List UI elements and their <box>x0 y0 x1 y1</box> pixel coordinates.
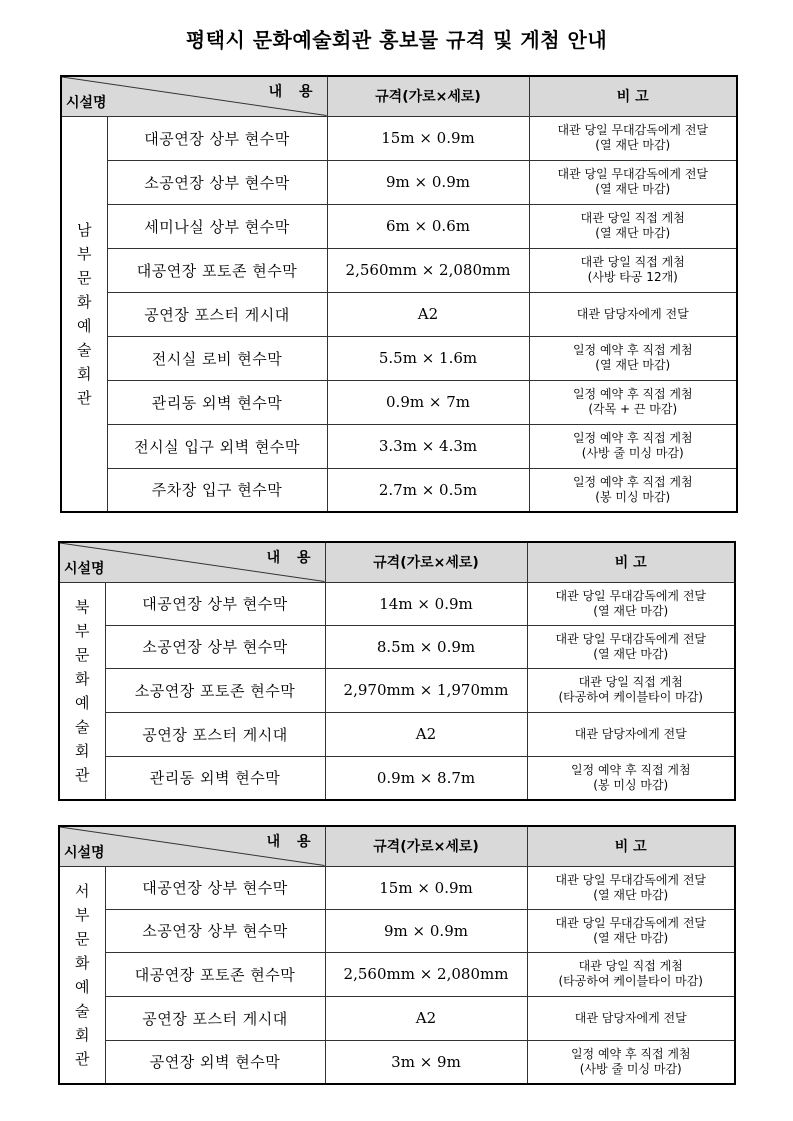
size-cell: 9m × 0.9m <box>327 160 529 204</box>
header-content-label: 내 용 <box>268 84 319 100</box>
size-cell: 3m × 9m <box>325 1040 527 1084</box>
size-cell: 14m × 0.9m <box>325 582 527 625</box>
item-cell: 세미나실 상부 현수막 <box>107 204 327 248</box>
size-cell: 9m × 0.9m <box>325 909 527 952</box>
page-title: 평택시 문화예술회관 홍보물 규격 및 게첨 안내 <box>185 28 608 52</box>
header-content-label: 내 용 <box>266 834 317 850</box>
header-note: 비 고 <box>527 826 735 866</box>
item-cell: 소공연장 상부 현수막 <box>107 160 327 204</box>
item-cell: 관리동 외벽 현수막 <box>107 380 327 424</box>
size-cell: 15m × 0.9m <box>327 116 529 160</box>
item-cell: 공연장 포스터 게시대 <box>105 996 325 1040</box>
header-spec: 규격(가로×세로) <box>325 826 527 866</box>
size-cell: 15m × 0.9m <box>325 866 527 909</box>
item-cell: 대공연장 포토존 현수막 <box>105 952 325 996</box>
item-cell: 대공연장 상부 현수막 <box>105 582 325 625</box>
note-cell: 대관 당일 직접 게첨 (타공하여 케이블타이 마감) <box>527 668 735 712</box>
item-cell: 전시실 입구 외벽 현수막 <box>107 424 327 468</box>
note-cell: 대관 당일 무대감독에게 전달 (열 재단 마감) <box>527 866 735 909</box>
west-arts-center-table <box>58 825 736 1085</box>
header-diagonal-cell <box>59 542 325 582</box>
size-cell: 0.9m × 8.7m <box>325 756 527 800</box>
item-cell: 소공연장 포토존 현수막 <box>105 668 325 712</box>
header-facility-label: 시설명 <box>64 560 105 577</box>
item-cell: 대공연장 포토존 현수막 <box>107 248 327 292</box>
note-cell: 일정 예약 후 직접 게첨 (각목 + 끈 마감) <box>529 380 737 424</box>
item-cell: 전시실 로비 현수막 <box>107 336 327 380</box>
size-cell: 8.5m × 0.9m <box>325 625 527 668</box>
header-note: 비 고 <box>529 76 737 116</box>
size-cell: 3.3m × 4.3m <box>327 424 529 468</box>
item-cell: 주차장 입구 현수막 <box>107 468 327 512</box>
header-facility-label: 시설명 <box>66 94 107 111</box>
size-cell: 5.5m × 1.6m <box>327 336 529 380</box>
size-cell: A2 <box>325 712 527 756</box>
item-cell: 소공연장 상부 현수막 <box>105 909 325 952</box>
size-cell: 2,560mm × 2,080mm <box>325 952 527 996</box>
note-cell: 대관 당일 무대감독에게 전달 (열 재단 마감) <box>529 160 737 204</box>
note-cell: 대관 당일 직접 게첨 (타공하여 케이블타이 마감) <box>527 952 735 996</box>
item-cell: 공연장 포스터 게시대 <box>105 712 325 756</box>
note-cell: 대관 담당자에게 전달 <box>529 292 737 336</box>
note-cell: 대관 당일 무대감독에게 전달 (열 재단 마감) <box>527 909 735 952</box>
note-cell: 일정 예약 후 직접 게첨 (봉 미싱 마감) <box>529 468 737 512</box>
header-note: 비 고 <box>527 542 735 582</box>
size-cell: 2.7m × 0.5m <box>327 468 529 512</box>
size-cell: 6m × 0.6m <box>327 204 529 248</box>
note-cell: 대관 당일 직접 게첨 (열 재단 마감) <box>529 204 737 248</box>
header-diagonal-cell <box>61 76 327 116</box>
item-cell: 대공연장 상부 현수막 <box>107 116 327 160</box>
note-cell: 대관 당일 무대감독에게 전달 (열 재단 마감) <box>527 625 735 668</box>
size-cell: A2 <box>325 996 527 1040</box>
item-cell: 관리동 외벽 현수막 <box>105 756 325 800</box>
item-cell: 대공연장 상부 현수막 <box>105 866 325 909</box>
note-cell: 대관 당일 직접 게첨 (사방 타공 12개) <box>529 248 737 292</box>
item-cell: 소공연장 상부 현수막 <box>105 625 325 668</box>
size-cell: 2,970mm × 1,970mm <box>325 668 527 712</box>
header-content-label: 내 용 <box>266 550 317 566</box>
size-cell: A2 <box>327 292 529 336</box>
note-cell: 일정 예약 후 직접 게첨 (봉 미싱 마감) <box>527 756 735 800</box>
header-facility-label: 시설명 <box>64 844 105 861</box>
item-cell: 공연장 포스터 게시대 <box>107 292 327 336</box>
facility-name: 남 부 문 화 예 술 회 관 <box>61 116 107 512</box>
note-cell: 대관 당일 무대감독에게 전달 (열 재단 마감) <box>529 116 737 160</box>
header-spec: 규격(가로×세로) <box>325 542 527 582</box>
note-cell: 대관 담당자에게 전달 <box>527 712 735 756</box>
size-cell: 0.9m × 7m <box>327 380 529 424</box>
item-cell: 공연장 외벽 현수막 <box>105 1040 325 1084</box>
note-cell: 대관 담당자에게 전달 <box>527 996 735 1040</box>
note-cell: 일정 예약 후 직접 게첨 (사방 줄 미싱 마감) <box>527 1040 735 1084</box>
note-cell: 대관 당일 무대감독에게 전달 (열 재단 마감) <box>527 582 735 625</box>
facility-name: 서 부 문 화 예 술 회 관 <box>59 866 105 1084</box>
north-arts-center-table <box>58 541 736 801</box>
note-cell: 일정 예약 후 직접 게첨 (열 재단 마감) <box>529 336 737 380</box>
header-spec: 규격(가로×세로) <box>327 76 529 116</box>
facility-name: 북 부 문 화 예 술 회 관 <box>59 582 105 800</box>
size-cell: 2,560mm × 2,080mm <box>327 248 529 292</box>
south-arts-center-table <box>60 75 738 513</box>
note-cell: 일정 예약 후 직접 게첨 (사방 줄 미싱 마감) <box>529 424 737 468</box>
header-diagonal-cell <box>59 826 325 866</box>
